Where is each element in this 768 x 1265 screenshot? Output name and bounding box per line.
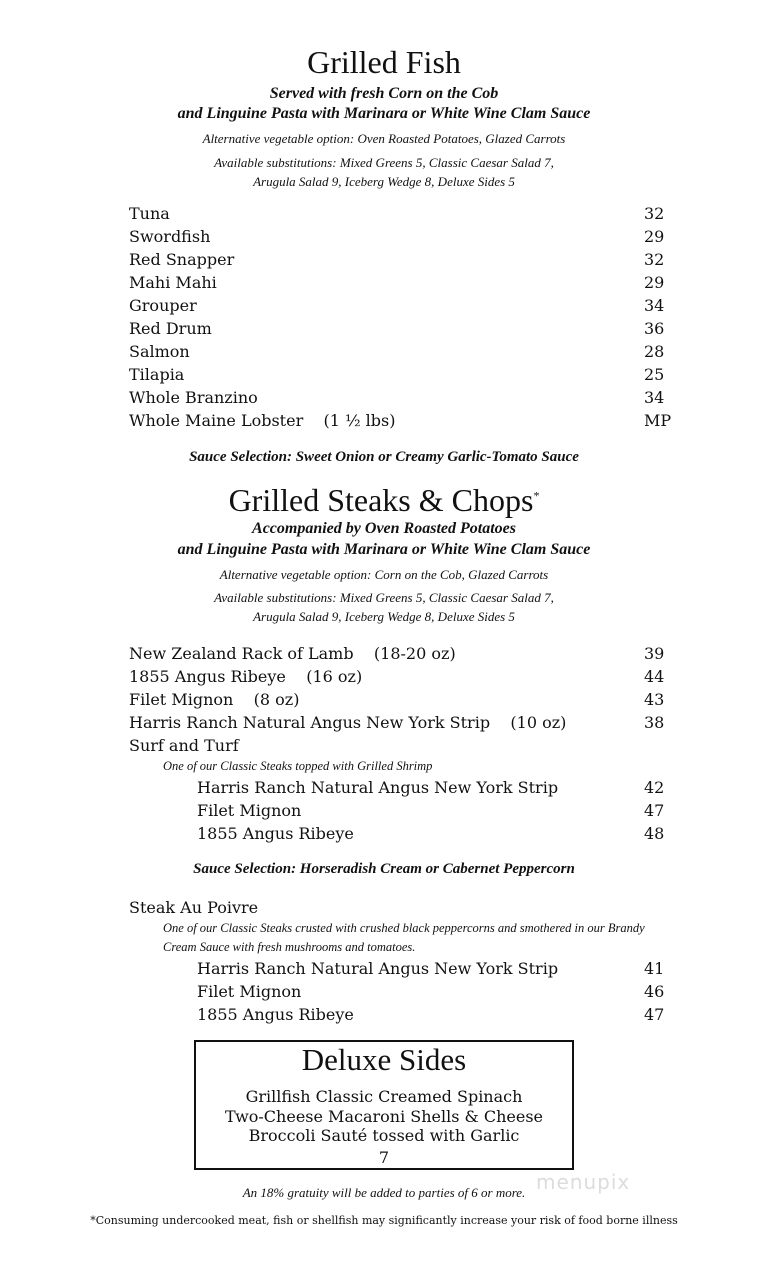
deluxe-sides-box (194, 1040, 574, 1170)
deluxe-side-item: Broccoli Sauté tossed with Garlic (248, 1126, 520, 1145)
surf-turf-title: Surf and Turf (129, 736, 239, 755)
poivre-option-price: 41 (644, 959, 665, 978)
surf-turf-option-price: 48 (644, 824, 665, 843)
steaks-section-title (0, 482, 768, 519)
steaks-alt-veg: Alternative vegetable option: Corn on the Cob, Glazed Carrots (219, 567, 549, 582)
fish-item-name: Tilapia (129, 365, 185, 384)
steak-item-name: Filet Mignon (8 oz) (129, 690, 300, 709)
fish-item-name: Mahi Mahi (129, 273, 217, 292)
fish-item-price: MP (644, 411, 672, 430)
steaks-substitutions-1: Available substitutions: Mixed Greens 5, Classic Caesar Salad 7, (214, 590, 554, 605)
surf-turf-description: One of our Classic Steaks topped with Grilled Shrimp (163, 759, 433, 773)
fish-item-price: 34 (644, 296, 665, 315)
fish-item-price: 36 (644, 319, 665, 338)
deluxe-sides-price: 7 (378, 1148, 390, 1167)
fish-alt-veg: Alternative vegetable option: Oven Roasted Potatoes, Glazed Carrots (202, 131, 566, 146)
steak-au-poivre-title: Steak Au Poivre (129, 898, 259, 917)
fish-item-name: Swordfish (129, 227, 211, 246)
surf-turf-option-name: 1855 Angus Ribeye (197, 824, 354, 843)
fish-item-name: Whole Maine Lobster (1 ½ lbs) (129, 411, 396, 430)
steak-item-name: 1855 Angus Ribeye (16 oz) (129, 667, 363, 686)
fish-item-price: 32 (644, 204, 665, 223)
steaks-substitutions-2: Arugula Salad 9, Iceberg Wedge 8, Deluxe Sides 5 (253, 609, 515, 624)
steak-item-price: 38 (644, 713, 665, 732)
fish-item-price: 32 (644, 250, 665, 269)
steaks-subtitle-2: and Linguine Pasta with Marinara or White Wine Clam Sauce (177, 541, 591, 558)
food-safety-disclaimer: *Consuming undercooked meat, fish or shellfish may significantly increase your risk of food borne illness (90, 1214, 678, 1227)
steak-item-price: 43 (644, 690, 665, 709)
fish-item-name: Red Drum (129, 319, 212, 338)
fish-item-name: Grouper (129, 296, 197, 315)
fish-item-name: Tuna (129, 204, 170, 223)
fish-item-name: Red Snapper (129, 250, 235, 269)
fish-item-price: 34 (644, 388, 665, 407)
fish-item-price: 28 (644, 342, 665, 361)
deluxe-side-item: Two-Cheese Macaroni Shells & Cheese (224, 1107, 544, 1126)
surf-turf-option-price: 47 (644, 801, 665, 820)
steak-item-price: 44 (644, 667, 665, 686)
fish-item-price: 29 (644, 227, 665, 246)
steak-au-poivre-description-2: Cream Sauce with fresh mushrooms and tomatoes. (163, 940, 416, 954)
fish-substitutions-2: Arugula Salad 9, Iceberg Wedge 8, Deluxe Sides 5 (253, 174, 515, 189)
surf-turf-option-price: 42 (644, 778, 665, 797)
poivre-option-price: 47 (644, 1005, 665, 1024)
surf-turf-option-name: Harris Ranch Natural Angus New York Strip (197, 778, 559, 797)
steak-item-name: New Zealand Rack of Lamb (18-20 oz) (129, 644, 456, 663)
steak-item-name: Harris Ranch Natural Angus New York Strip (10 oz) (129, 713, 567, 732)
poivre-option-name: Harris Ranch Natural Angus New York Strip (197, 959, 559, 978)
fish-item-name: Salmon (129, 342, 190, 361)
poivre-option-name: Filet Mignon (197, 982, 302, 1001)
fish-subtitle-1: Served with fresh Corn on the Cob (269, 85, 499, 102)
steak-item-price: 39 (644, 644, 665, 663)
steaks-subtitle-1: Accompanied by Oven Roasted Potatoes (252, 520, 516, 537)
fish-sauce-selection: Sauce Selection: Sweet Onion or Creamy Garlic-Tomato Sauce (189, 449, 579, 465)
fish-item-price: 25 (644, 365, 665, 384)
fish-subtitle-2: and Linguine Pasta with Marinara or White Wine Clam Sauce (177, 105, 591, 122)
surf-turf-option-name: Filet Mignon (197, 801, 302, 820)
poivre-option-price: 46 (644, 982, 665, 1001)
steaks-sauce-selection: Sauce Selection: Horseradish Cream or Cabernet Peppercorn (193, 861, 575, 877)
poivre-option-name: 1855 Angus Ribeye (197, 1005, 354, 1024)
fish-substitutions-1: Available substitutions: Mixed Greens 5, Classic Caesar Salad 7, (214, 155, 554, 170)
gratuity-note: An 18% gratuity will be added to parties of 6 or more. (242, 1185, 526, 1200)
fish-section-title: Grilled Fish (307, 44, 461, 80)
steak-au-poivre-description-1: One of our Classic Steaks crusted with crushed black peppercorns and smothered in our Brandy (163, 921, 645, 935)
steaks-title-asterisk: * (533, 488, 540, 503)
fish-item-name: Whole Branzino (129, 388, 258, 407)
fish-item-price: 29 (644, 273, 665, 292)
steaks-title-text: Grilled Steaks & Chops (228, 482, 534, 518)
menupix-watermark: menupix (536, 1170, 631, 1194)
deluxe-sides-title: Deluxe Sides (301, 1042, 467, 1077)
deluxe-side-item: Grillfish Classic Creamed Spinach (245, 1087, 523, 1106)
